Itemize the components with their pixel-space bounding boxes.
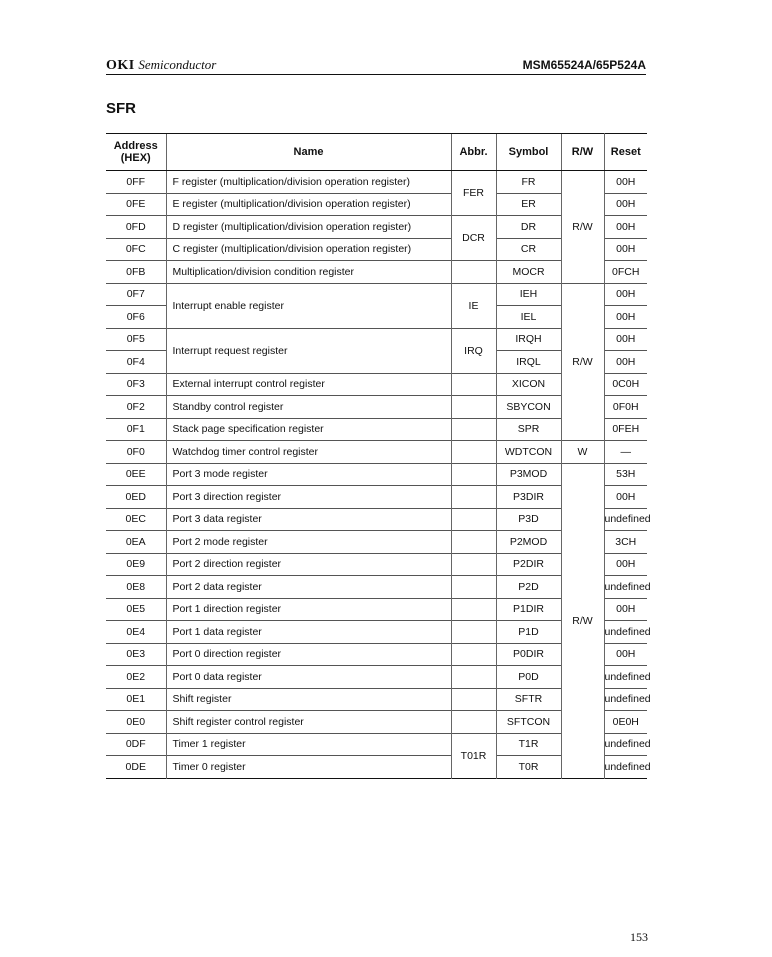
reset-cell: undefined [604, 693, 651, 706]
name-cell: Port 0 data register [166, 666, 451, 689]
sfr-table [106, 133, 651, 779]
address-cell: 0F7 [126, 288, 145, 301]
symbol-cell: IEL [496, 306, 561, 329]
abbr-cell [451, 598, 496, 621]
reset-cell: 00H [616, 288, 636, 301]
symbol-cell: XICON [496, 373, 561, 396]
symbol-cell: T0R [496, 756, 561, 779]
reset-cell: undefined [604, 513, 651, 526]
section-title: SFR [106, 100, 136, 117]
name-cell: Port 3 mode register [166, 463, 451, 486]
rw-cell: R/W [561, 171, 604, 284]
abbr-cell [451, 711, 496, 734]
name-cell: Timer 0 register [166, 756, 451, 779]
name-cell: Timer 1 register [166, 733, 451, 756]
symbol-cell: P2DIR [496, 553, 561, 576]
abbr-cell [451, 621, 496, 644]
table-row [106, 441, 647, 464]
abbr-cell: IE [451, 283, 496, 328]
address-cell: 0E5 [126, 603, 146, 616]
reset-cell: 0F0H [612, 400, 639, 413]
name-cell: Watchdog timer control register [166, 441, 451, 464]
abbr-cell [451, 441, 496, 464]
symbol-cell: SPR [496, 418, 561, 441]
symbol-cell: T1R [496, 733, 561, 756]
reset-cell: 00H [616, 198, 636, 211]
address-cell: 0FE [126, 198, 146, 211]
oki-logo: OKI [106, 58, 135, 73]
reset-cell: 0C0H [612, 378, 640, 391]
reset-cell: 00H [616, 558, 636, 571]
reset-cell: 00H [616, 603, 636, 616]
address-cell: 0E0 [126, 715, 146, 728]
address-cell: 0EE [125, 468, 146, 481]
reset-cell: 0FCH [612, 265, 640, 278]
reset-cell: 53H [616, 468, 636, 481]
reset-cell: 00H [616, 355, 636, 368]
name-cell: Port 1 data register [166, 621, 451, 644]
col-symbol-header: Symbol [496, 134, 561, 171]
name-cell: D register (multiplication/division operation register) [166, 216, 451, 239]
reset-cell: undefined [604, 760, 651, 773]
name-cell: Port 0 direction register [166, 643, 451, 666]
name-cell: Port 2 mode register [166, 531, 451, 554]
name-cell: E register (multiplication/division operation register) [166, 193, 451, 216]
address-cell: 0FF [126, 175, 146, 188]
address-cell: 0E3 [126, 648, 146, 661]
symbol-cell: P3DIR [496, 486, 561, 509]
name-cell: Shift register control register [166, 711, 451, 734]
symbol-cell: SFTR [496, 688, 561, 711]
reset-cell: 0E0H [612, 715, 639, 728]
name-cell: Port 3 data register [166, 508, 451, 531]
reset-cell: undefined [604, 670, 651, 683]
reset-cell: undefined [604, 738, 651, 751]
symbol-cell: SBYCON [496, 396, 561, 419]
name-cell: Port 2 direction register [166, 553, 451, 576]
address-cell: 0DE [125, 760, 146, 773]
header-brand [106, 57, 216, 74]
rw-cell: W [561, 441, 604, 464]
address-cell: 0E2 [126, 670, 146, 683]
reset-cell: undefined [604, 625, 651, 638]
abbr-cell [451, 643, 496, 666]
reset-cell: 00H [616, 490, 636, 503]
address-cell: 0F3 [126, 378, 145, 391]
rw-cell: R/W [561, 463, 604, 778]
address-cell: 0E9 [126, 558, 146, 571]
col-name-header: Name [166, 134, 451, 171]
address-cell: 0F0 [126, 445, 145, 458]
name-cell: Stack page specification register [166, 418, 451, 441]
abbr-cell [451, 463, 496, 486]
table-row [106, 283, 647, 306]
name-cell: Standby control register [166, 396, 451, 419]
reset-cell: — [620, 445, 631, 458]
abbr-cell: DCR [451, 216, 496, 261]
symbol-cell: CR [496, 238, 561, 261]
address-cell: 0F1 [126, 423, 145, 436]
company-name: Semiconductor [138, 57, 217, 72]
symbol-cell: IEH [496, 283, 561, 306]
abbr-cell [451, 688, 496, 711]
address-cell: 0E4 [126, 625, 146, 638]
symbol-cell: FR [496, 171, 561, 194]
abbr-cell [451, 261, 496, 284]
abbr-cell [451, 396, 496, 419]
abbr-cell [451, 373, 496, 396]
reset-cell: undefined [604, 580, 651, 593]
address-cell: 0F5 [126, 333, 145, 346]
name-cell: F register (multiplication/division operation register) [166, 171, 451, 194]
abbr-cell: IRQ [451, 328, 496, 373]
abbr-cell [451, 486, 496, 509]
reset-cell: 00H [616, 220, 636, 233]
address-cell: 0F6 [126, 310, 145, 323]
page-number: 153 [630, 930, 648, 944]
name-cell: Interrupt request register [166, 328, 451, 373]
reset-cell: 00H [616, 648, 636, 661]
symbol-cell: IRQH [496, 328, 561, 351]
address-cell: 0F2 [126, 400, 145, 413]
symbol-cell: P3MOD [496, 463, 561, 486]
col-abbr-header: Abbr. [451, 134, 496, 171]
reset-cell: 0FEH [612, 423, 640, 436]
reset-cell: 00H [616, 175, 636, 188]
name-cell: Port 1 direction register [166, 598, 451, 621]
address-cell: 0FC [125, 243, 146, 256]
abbr-cell [451, 508, 496, 531]
address-cell: 0FD [125, 220, 146, 233]
table-row [106, 171, 647, 194]
symbol-cell: P0DIR [496, 643, 561, 666]
address-cell: 0DF [125, 738, 146, 751]
symbol-cell: P1DIR [496, 598, 561, 621]
address-cell: 0ED [125, 490, 146, 503]
abbr-cell [451, 531, 496, 554]
name-cell: Shift register [166, 688, 451, 711]
symbol-cell: ER [496, 193, 561, 216]
name-cell: External interrupt control register [166, 373, 451, 396]
name-cell: Multiplication/division condition register [166, 261, 451, 284]
address-cell: 0EC [125, 513, 146, 526]
col-reset-header: Reset [604, 134, 647, 171]
name-cell: C register (multiplication/division operation register) [166, 238, 451, 261]
abbr-cell [451, 418, 496, 441]
reset-cell: 00H [616, 243, 636, 256]
abbr-cell: FER [451, 171, 496, 216]
symbol-cell: P2MOD [496, 531, 561, 554]
symbol-cell: P1D [496, 621, 561, 644]
part-number: MSM65524A/65P524A [522, 58, 646, 72]
abbr-cell [451, 553, 496, 576]
name-cell: Port 3 direction register [166, 486, 451, 509]
symbol-cell: P3D [496, 508, 561, 531]
header-rule [106, 74, 646, 75]
abbr-cell [451, 666, 496, 689]
address-cell: 0E8 [126, 580, 146, 593]
reset-cell: 3CH [615, 535, 637, 548]
reset-cell: 00H [616, 310, 636, 323]
symbol-cell: DR [496, 216, 561, 239]
abbr-cell [451, 576, 496, 599]
col-rw-header: R/W [561, 134, 604, 171]
symbol-cell: SFTCON [496, 711, 561, 734]
symbol-cell: WDTCON [496, 441, 561, 464]
table-header-row [106, 134, 647, 171]
symbol-cell: P0D [496, 666, 561, 689]
table-row [106, 463, 647, 486]
reset-cell: 00H [616, 333, 636, 346]
address-cell: 0FB [126, 265, 146, 278]
col-address-header: Address (HEX) [106, 134, 166, 171]
symbol-cell: IRQL [496, 351, 561, 374]
address-cell: 0E1 [126, 693, 146, 706]
name-cell: Interrupt enable register [166, 283, 451, 328]
symbol-cell: P2D [496, 576, 561, 599]
name-cell: Port 2 data register [166, 576, 451, 599]
abbr-cell: T01R [451, 733, 496, 778]
symbol-cell: MOCR [496, 261, 561, 284]
address-cell: 0F4 [126, 355, 145, 368]
address-cell: 0EA [125, 535, 146, 548]
rw-cell: R/W [561, 283, 604, 441]
